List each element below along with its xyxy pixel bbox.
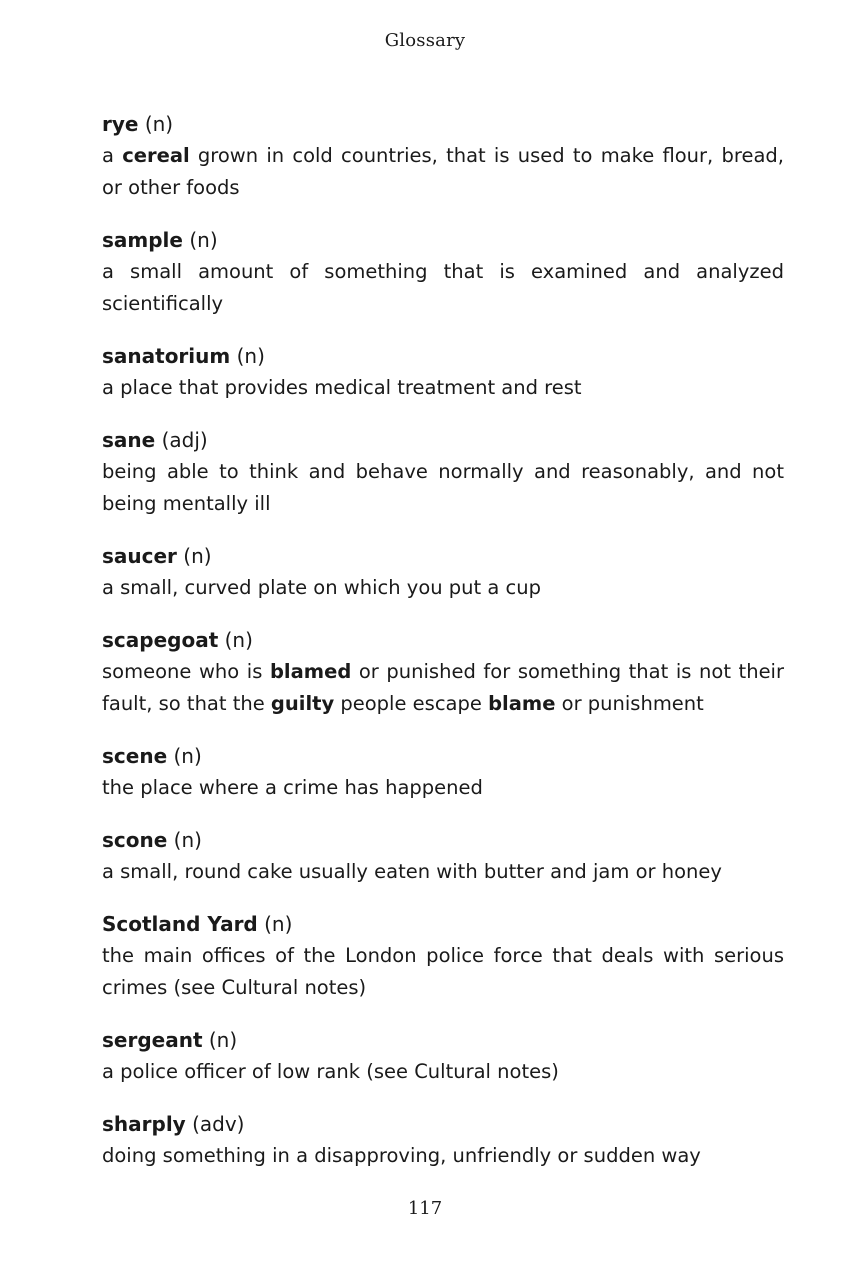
part-of-speech: (adv): [192, 1112, 245, 1136]
entry-head: [102, 908, 784, 940]
definition: [102, 256, 784, 320]
headword: sharply: [102, 1112, 186, 1136]
definition-text: a place that provides medical treatment and rest: [102, 376, 582, 399]
definition: [102, 372, 784, 404]
definition-text: a small, round cake usually eaten with butter and jam or honey: [102, 860, 722, 883]
definition-text: or punished for something that is not their fault, so that the: [102, 660, 784, 715]
definition: [102, 1056, 784, 1088]
part-of-speech: (n): [144, 112, 174, 136]
glossary-entry: [102, 624, 784, 720]
definition-keyword: blamed: [269, 660, 352, 683]
definition-text: a small amount of something that is examined and analyzed scientifically: [102, 260, 784, 315]
definition-text: a police officer of low rank (see Cultural notes): [102, 1060, 559, 1083]
headword: sane: [102, 428, 156, 452]
definition-text: the main offices of the London police force that deals with serious crimes (see Cultural notes): [102, 944, 784, 999]
entry-head: [102, 340, 784, 372]
part-of-speech: (n): [208, 1028, 238, 1052]
definition: [102, 772, 784, 804]
definition: [102, 140, 784, 204]
entry-head: [102, 740, 784, 772]
part-of-speech: (n): [236, 344, 265, 368]
glossary-entry: [102, 740, 784, 804]
definition: [102, 456, 784, 520]
part-of-speech: (n): [189, 228, 218, 252]
headword: sample: [102, 228, 183, 252]
definition-text: someone who is: [102, 660, 270, 683]
headword: saucer: [102, 544, 177, 568]
headword: sergeant: [102, 1028, 203, 1052]
headword: Scotland Yard: [102, 912, 258, 936]
entry-head: [102, 624, 784, 656]
definition: [102, 940, 784, 1004]
headword: rye: [102, 112, 139, 136]
entry-head: [102, 424, 784, 456]
definition-text: a: [102, 144, 123, 167]
glossary-entry: [102, 424, 784, 520]
glossary-entry: [102, 908, 784, 1004]
part-of-speech: (n): [173, 828, 202, 852]
glossary-entry: [102, 224, 784, 320]
glossary-entry: [102, 340, 784, 404]
definition: [102, 656, 784, 720]
definition-text: doing something in a disapproving, unfriendly or sudden way: [102, 1144, 701, 1167]
entry-head: [102, 824, 784, 856]
entry-head: [102, 1108, 784, 1140]
entry-head: [102, 224, 784, 256]
definition-text: grown in cold countries, that is used to make flour, bread, or other foods: [102, 144, 784, 199]
glossary-entry: [102, 108, 784, 204]
definition-text: or punishment: [555, 692, 704, 715]
definition-keyword: blame: [488, 692, 556, 715]
part-of-speech: (n): [224, 628, 253, 652]
definition: [102, 856, 784, 888]
definition: [102, 572, 784, 604]
part-of-speech: (adj): [161, 428, 208, 452]
definition-keyword: guilty: [270, 692, 335, 715]
definition-text: people escape: [334, 692, 489, 715]
headword: scone: [102, 828, 168, 852]
part-of-speech: (n): [264, 912, 293, 936]
entry-head: [102, 1024, 784, 1056]
definition-text: a small, curved plate on which you put a cup: [102, 576, 541, 599]
glossary-entries: [102, 108, 784, 1192]
headword: scapegoat: [102, 628, 219, 652]
glossary-entry: [102, 1024, 784, 1088]
page-number: 117: [407, 1198, 443, 1219]
glossary-entry: [102, 540, 784, 604]
definition-text: being able to think and behave normally and reasonably, and not being mentally ill: [102, 460, 784, 515]
definition: [102, 1140, 784, 1172]
glossary-entry: [102, 1108, 784, 1172]
entry-head: [102, 108, 784, 140]
headword: sanatorium: [102, 344, 231, 368]
glossary-entry: [102, 824, 784, 888]
entry-head: [102, 540, 784, 572]
definition-keyword: cereal: [122, 144, 190, 167]
definition-text: the place where a crime has happened: [102, 776, 483, 799]
part-of-speech: (n): [173, 744, 202, 768]
running-head: Glossary: [384, 30, 466, 51]
headword: scene: [102, 744, 168, 768]
part-of-speech: (n): [183, 544, 212, 568]
